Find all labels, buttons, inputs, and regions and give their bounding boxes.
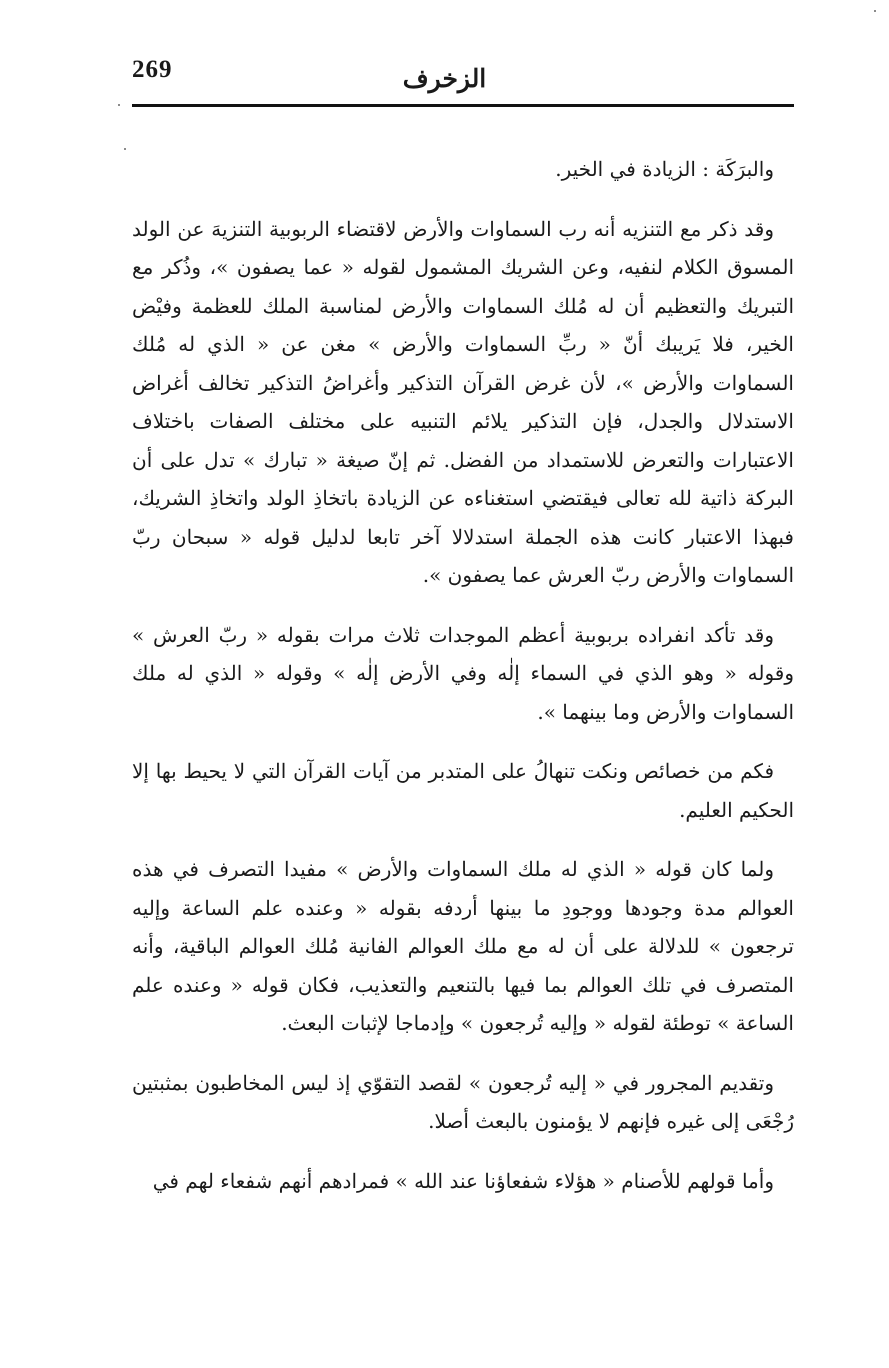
scan-speck: [874, 10, 876, 12]
body-text: [132, 150, 794, 1200]
paragraph-3: وقد تأكد انفراده بربوبية أعظم الموجدات ثلاث مرات بقوله « ربّ العرش » وقوله « وهو الذي في السماء إلٰه وفي الأرض إلٰه » وقوله « الذي له ملك السماوات والأرض وما بينهما ».: [132, 622, 795, 724]
paragraph-7: وأما قولهم للأصنام « هؤلاء شفعاؤنا عند الله » فمرادهم أنهم شفعاء لهم في: [152, 1168, 774, 1193]
paragraph-2: وقد ذكر مع التنزيه أنه رب السماوات والأرض لاقتضاء الربوبية التنزيهَ عن الولد المسوق الكلام لنفيه، وعن الشريك المشمول لقوله « عما يصفون »، وذُكر مع التبريك والتعظيم أن له مُلك السماوات والأرض لمناسبة الملك للعظمة وفيْض الخير، فلا يَريبك أنّ « ربِّ السماوات والأرض » مغن عن « الذي له مُلك السماوات والأرض »، لأن غرض القرآن التذكير وأغراضُ التذكير تخالف أغراض الاستدلال والجدل، فإن التذكير يلائم التنبيه على مختلف الصفات باختلاف الاعتبارات والتعرض للاستمداد من الفضل. ثم إنّ صيغة « تبارك » تدل على أن البركة ذاتية لله تعالى فيقتضي استغناءه عن الزيادة باتخاذِ الولد واتخاذِ الشريك، فبهذا الاعتبار كانت هذه الجملة استدلالا آخر تابعا لدليل قوله « سبحان ربّ السماوات والأرض ربّ العرش عما يصفون ».: [132, 216, 794, 587]
header-rule: [132, 104, 794, 107]
running-title: الزخرف: [402, 64, 487, 93]
scan-speck: [124, 148, 126, 150]
paragraph-4: فكم من خصائص ونكت تنهالُ على المتدبر من آيات القرآن التي لا يحيط بها إلا الحكيم العليم.: [132, 759, 794, 822]
paragraph-1: والبرَكَة : الزيادة في الخير.: [555, 157, 774, 181]
scan-speck: [118, 104, 120, 106]
paragraph-6: وتقديم المجرور في « إليه تُرجعون » لقصد التقوّي إذ ليس المخاطبون بمثبتين رُجْعَى إلى غيره فإنهم لا يؤمنون بالبعث أصلا.: [132, 1070, 794, 1133]
page-number: 269: [132, 56, 173, 83]
paragraph-5: ولما كان قوله « الذي له ملك السماوات والأرض » مفيدا التصرف في هذه العوالم مدة وجودها ووجودِ ما بينها أردفه بقوله « وعنده علم الساعة وإليه ترجعون » للدلالة على أن له مع ملك العوالم الفانية مُلك العوالم الباقية، وأنه المتصرف في تلك العوالم بما فيها بالتنعيم والتعذيب، فكان قوله « وعنده علم الساعة » توطئة لقوله « وإليه تُرجعون » وإدماجا لإثبات البعث.: [132, 857, 794, 1035]
